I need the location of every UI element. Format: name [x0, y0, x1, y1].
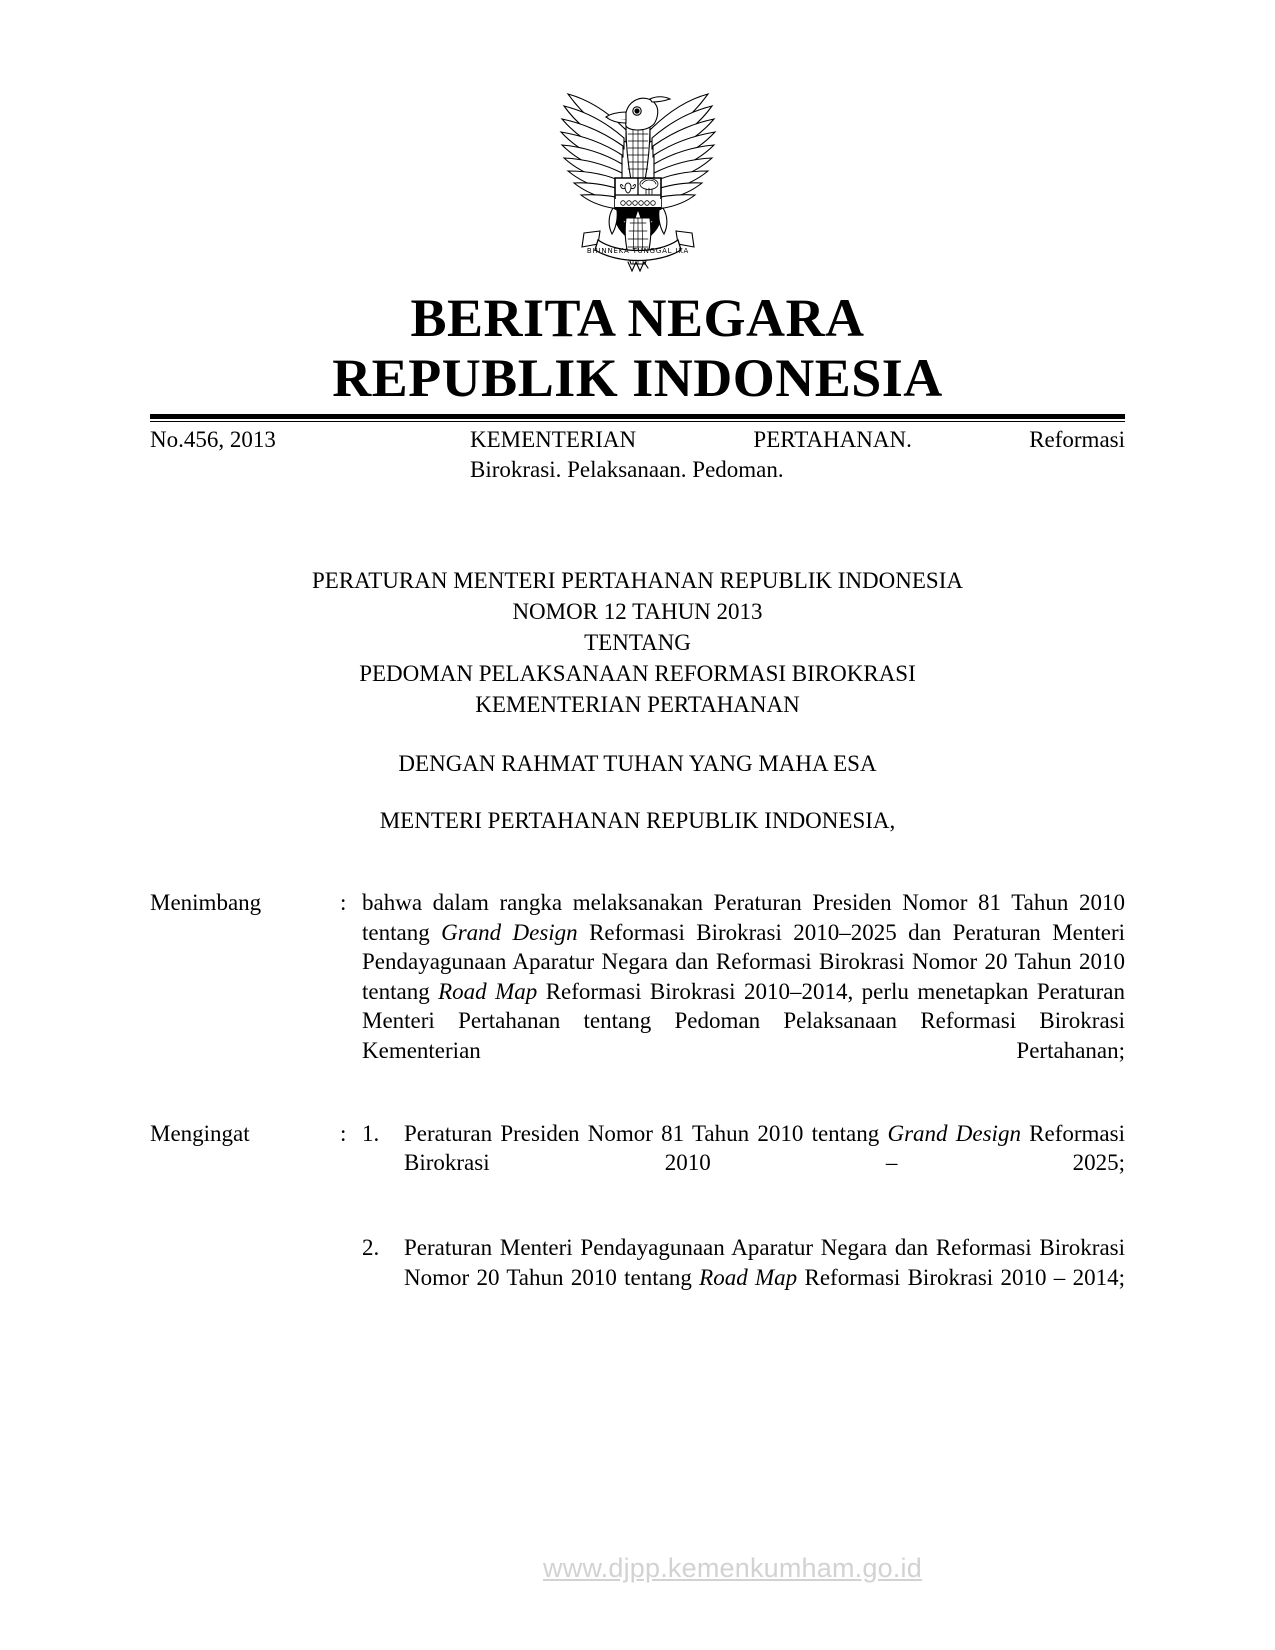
emblem-motto-text: BHINNEKA TUNGGAL IKA — [586, 247, 689, 255]
title-line-subject-1: PEDOMAN PELAKSANAAN REFORMASI BIROKRASI — [359, 661, 916, 686]
issue-reference-row — [150, 425, 1125, 485]
mengingat-list-item — [362, 1233, 1125, 1322]
menimbang-italic-grand-design: Grand Design — [441, 919, 578, 945]
garuda-emblem-container — [0, 68, 1275, 273]
mengingat-list — [362, 1119, 1125, 1322]
garuda-pancasila-icon — [538, 68, 738, 273]
mengingat-2-italic-road-map: Road Map — [699, 1264, 798, 1290]
clause-label-menimbang: Menimbang — [150, 890, 262, 915]
mengingat-2-text-2: Reformasi Birokrasi 2010 – 2014; — [797, 1264, 1126, 1290]
mengingat-1-italic-grand-design: Grand Design — [887, 1120, 1021, 1146]
clause-text-menimbang — [362, 888, 1125, 1095]
clause-mengingat — [150, 1119, 1125, 1322]
menimbang-text-2: Reformasi Birokrasi 2010–2025 dan Peraturan Menteri Pendayagunaan Aparatur Negara dan Reformasi Birokrasi Nomor 20 Tahun 2010 tentang — [362, 919, 1125, 1004]
mengingat-item-1-text — [404, 1119, 1125, 1208]
mengingat-item-2-text — [404, 1233, 1125, 1322]
mengingat-2-text-1: Peraturan Menteri Pendayagunaan Aparatur Negara dan Reformasi Birokrasi Nomor 20 Tahun 2010 tentang — [404, 1235, 1125, 1290]
mengingat-item-1-marker: 1. — [362, 1120, 380, 1146]
title-line-tentang: TENTANG — [584, 630, 691, 655]
title-line-invocation: DENGAN RAHMAT TUHAN YANG MAHA ESA — [398, 751, 877, 776]
title-line-signatory: MENTERI PERTAHANAN REPUBLIK INDONESIA, — [379, 808, 896, 833]
title-line-number: NOMOR 12 TAHUN 2013 — [512, 599, 763, 624]
footer-watermark — [0, 1553, 1275, 1584]
clause-colon-menimbang: : — [340, 890, 347, 915]
menimbang-text-1: bahwa dalam rangka melaksanakan Peraturan Presiden Nomor 81 Tahun 2010 tentang — [362, 890, 1125, 945]
regulation-title-block — [150, 565, 1125, 836]
clause-menimbang — [150, 888, 1125, 1095]
mengingat-1-text-2: Reformasi Birokrasi 2010 – 2025; — [404, 1120, 1125, 1175]
mengingat-1-text-1: Peraturan Presiden Nomor 81 Tahun 2010 tentang — [404, 1120, 888, 1146]
menimbang-italic-road-map: Road Map — [438, 978, 538, 1004]
title-line-subject-2: KEMENTERIAN PERTAHANAN — [475, 692, 800, 717]
masthead-line-2: REPUBLIK INDONESIA — [332, 348, 943, 408]
issue-subject — [470, 425, 1125, 485]
masthead-line-1: BERITA NEGARA — [410, 288, 865, 348]
issue-subject-line-1: KEMENTERIAN PERTAHANAN. Reformasi — [470, 427, 1125, 452]
clauses-section — [150, 888, 1125, 1346]
mengingat-item-2-marker: 2. — [362, 1235, 380, 1260]
masthead-divider-rule — [150, 414, 1125, 422]
watermark-url[interactable]: www.djpp.kemenkumham.go.id — [543, 1553, 922, 1583]
masthead — [150, 288, 1125, 408]
clause-label-mengingat: Mengingat — [150, 1120, 250, 1146]
issue-number: No.456, 2013 — [150, 427, 276, 452]
clause-colon-mengingat: : — [340, 1120, 347, 1146]
title-spacer-2 — [150, 779, 1125, 805]
menimbang-text-3: Reformasi Birokrasi 2010–2014, perlu menetapkan Peraturan Menteri Pertahanan tentang Pedoman Pelaksanaan Reformasi Birokrasi Kementerian Pertahanan; — [362, 978, 1125, 1063]
issue-subject-line-2: Birokrasi. Pelaksanaan. Pedoman. — [470, 457, 784, 482]
title-line-authority: PERATURAN MENTERI PERTAHANAN REPUBLIK INDONESIA — [312, 568, 963, 593]
mengingat-list-item — [362, 1119, 1125, 1208]
title-spacer-1 — [150, 720, 1125, 748]
